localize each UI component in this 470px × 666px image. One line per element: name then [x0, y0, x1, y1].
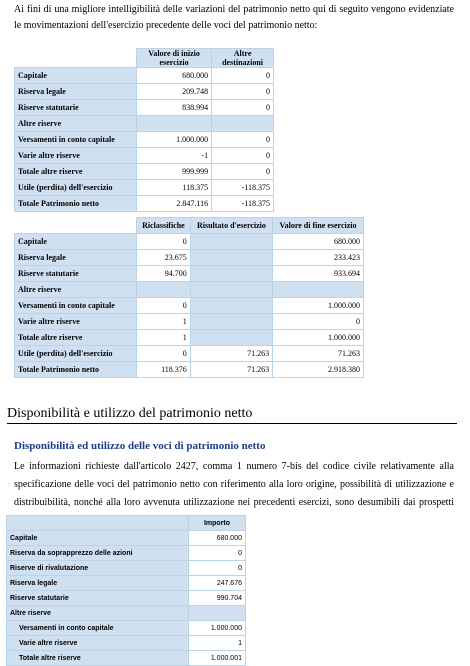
table-row	[15, 148, 274, 164]
row-label: Altre riserve	[15, 116, 137, 132]
cell-value: 118.376	[137, 362, 191, 378]
cell-value: 0	[212, 84, 274, 100]
row-label: Versamenti in conto capitale	[7, 621, 189, 636]
table-row	[7, 576, 246, 591]
table-row	[15, 84, 274, 100]
cell-value: 71.263	[190, 346, 272, 362]
row-label: Totale Patrimonio netto	[15, 196, 137, 212]
row-label: Riserva legale	[15, 250, 137, 266]
cell-value: 2.847.116	[137, 196, 212, 212]
cell-value: 1	[137, 330, 191, 346]
header-risultato-esercizio: Risultato d'esercizio	[190, 218, 272, 234]
row-label: Riserve di rivalutazione	[7, 561, 189, 576]
row-label: Utile (perdita) dell'esercizio	[15, 180, 137, 196]
table-disponibilita	[6, 515, 246, 666]
cell-value: 680.000	[137, 68, 212, 84]
sub-title: Disponibilità ed utilizzo delle voci di patrimonio netto	[14, 440, 266, 452]
section-title: Disponibilità e utilizzo del patrimonio netto	[7, 406, 457, 424]
cell-value: 0	[137, 234, 191, 250]
cell-value: 71.263	[273, 346, 364, 362]
cell-value: 0	[137, 346, 191, 362]
cell-value: -1	[137, 148, 212, 164]
table-row	[7, 546, 246, 561]
cell-value: 1	[137, 314, 191, 330]
row-label: Riserve statutarie	[15, 100, 137, 116]
header-valore-fine: Valore di fine esercizio	[273, 218, 364, 234]
table-header-row	[7, 516, 246, 531]
table-row	[15, 314, 364, 330]
header-valore-inizio: Valore di inizio esercizio	[137, 49, 212, 68]
header-corner	[7, 516, 189, 531]
cell-value: 0	[212, 68, 274, 84]
cell-blank	[212, 116, 274, 132]
row-label: Capitale	[7, 531, 189, 546]
cell-value: -118.375	[212, 196, 274, 212]
row-label: Totale altre riserve	[15, 164, 137, 180]
cell-value: 1.000.000	[273, 298, 364, 314]
cell-blank	[189, 606, 246, 621]
row-label: Varie altre riserve	[7, 636, 189, 651]
table-row	[15, 196, 274, 212]
cell-value: 0	[212, 100, 274, 116]
cell-blank	[190, 234, 272, 250]
body-paragraph: Le informazioni richieste dall'articolo 2427, comma 1 numero 7-bis del codice civile relativamente alla specificazione delle voci del patrimonio netto con riferimento alla loro origine, possibilità di utilizzazione e distribuibilità, nonché alla loro avvenuta utilizzazione nei precedenti esercizi, sono desumibili dai prospetti	[14, 461, 454, 508]
row-label: Varie altre riserve	[15, 314, 137, 330]
table-header-row	[15, 218, 364, 234]
table-row	[7, 621, 246, 636]
cell-blank	[190, 330, 272, 346]
row-label: Riserve statutarie	[15, 266, 137, 282]
table-row	[15, 164, 274, 180]
row-label: Totale Patrimonio netto	[15, 362, 137, 378]
row-label: Riserve statutarie	[7, 591, 189, 606]
cell-value: 0	[212, 148, 274, 164]
table-row	[15, 282, 364, 298]
table-row	[7, 651, 246, 666]
table-row	[7, 636, 246, 651]
cell-value: 933.694	[273, 266, 364, 282]
cell-value: 0	[212, 164, 274, 180]
cell-value: 1.000.000	[273, 330, 364, 346]
cell-blank	[190, 314, 272, 330]
cell-value: 0	[212, 132, 274, 148]
table-row	[15, 68, 274, 84]
cell-blank	[190, 250, 272, 266]
row-label: Altre riserve	[7, 606, 189, 621]
cell-value: 23.675	[137, 250, 191, 266]
cell-value: 118.375	[137, 180, 212, 196]
cell-value: 838.994	[137, 100, 212, 116]
cell-value: 0	[273, 314, 364, 330]
table-row	[15, 100, 274, 116]
table-row	[15, 266, 364, 282]
table-row	[15, 180, 274, 196]
cell-value: 1	[189, 636, 246, 651]
table-row	[7, 591, 246, 606]
table-row	[7, 531, 246, 546]
table-row	[15, 250, 364, 266]
cell-value: -118.375	[212, 180, 274, 196]
cell-value: 1.000.000	[189, 621, 246, 636]
row-label: Capitale	[15, 234, 137, 250]
cell-value: 0	[189, 546, 246, 561]
cell-value: 0	[189, 561, 246, 576]
table-variazioni-precedente	[14, 48, 274, 212]
header-corner	[15, 49, 137, 68]
table-row	[7, 561, 246, 576]
table-row	[15, 298, 364, 314]
table-header-row	[15, 49, 274, 68]
table-row	[15, 346, 364, 362]
cell-value: 94.700	[137, 266, 191, 282]
row-label: Utile (perdita) dell'esercizio	[15, 346, 137, 362]
row-label: Riserva legale	[15, 84, 137, 100]
header-corner	[15, 218, 137, 234]
cell-blank	[190, 266, 272, 282]
cell-value: 209.748	[137, 84, 212, 100]
cell-blank	[273, 282, 364, 298]
table-row	[15, 116, 274, 132]
table-row	[15, 362, 364, 378]
row-label: Versamenti in conto capitale	[15, 298, 137, 314]
cell-value: 680.000	[189, 531, 246, 546]
table-row	[15, 132, 274, 148]
table-row	[7, 606, 246, 621]
row-label: Capitale	[15, 68, 137, 84]
cell-value: 680.000	[273, 234, 364, 250]
table-variazioni-fine	[14, 217, 364, 378]
cell-blank	[137, 116, 212, 132]
cell-value: 0	[137, 298, 191, 314]
row-label: Altre riserve	[15, 282, 137, 298]
row-label: Totale altre riserve	[7, 651, 189, 666]
row-label: Riserva legale	[7, 576, 189, 591]
intro-paragraph: Ai fini di una migliore intelligibilità delle variazioni del patrimonio netto qui di seguito vengono evidenziate le movimentazioni dell'esercizio precedente delle voci del patrimonio netto:	[14, 4, 454, 31]
row-label: Varie altre riserve	[15, 148, 137, 164]
cell-value: 1.000.001	[189, 651, 246, 666]
cell-value: 999.999	[137, 164, 212, 180]
cell-value: 71.263	[190, 362, 272, 378]
cell-value: 233.423	[273, 250, 364, 266]
cell-blank	[190, 282, 272, 298]
cell-value: 990.704	[189, 591, 246, 606]
table-row	[15, 234, 364, 250]
row-label: Totale altre riserve	[15, 330, 137, 346]
header-riclassifiche: Riclassifiche	[137, 218, 191, 234]
cell-blank	[137, 282, 191, 298]
cell-value: 247.676	[189, 576, 246, 591]
cell-value: 2.918.380	[273, 362, 364, 378]
cell-value: 1.000.000	[137, 132, 212, 148]
header-altre-destinazioni: Altre destinazioni	[212, 49, 274, 68]
cell-blank	[190, 298, 272, 314]
header-importo: Importo	[189, 516, 246, 531]
row-label: Riserva da soprapprezzo delle azioni	[7, 546, 189, 561]
row-label: Versamenti in conto capitale	[15, 132, 137, 148]
table-row	[15, 330, 364, 346]
